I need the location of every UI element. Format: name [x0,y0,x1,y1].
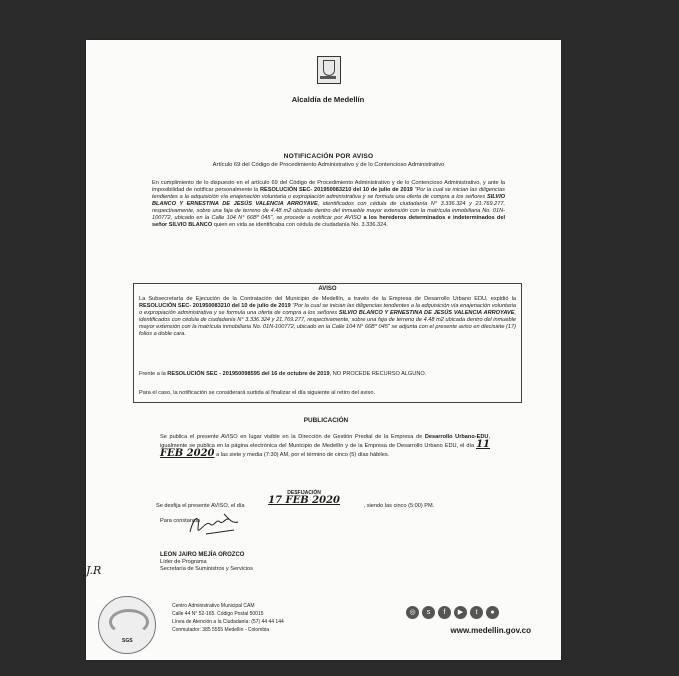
publicacion-text-2: , igualmente se publica en la página electrónica del Municipio de Medellín y de la Empresa de Desarrollo Urbano EDU, el día [160,434,490,449]
publicacion-text-3: a las siete y media (7:30) AM, por el término de cinco (5) días hábiles. [214,452,390,458]
reviewer-initials: J.R [86,564,102,577]
certification-seal-icon [98,596,156,654]
aviso-text-3: , identificados con cédula de ciudadanía N° 3.336.324 y 21.769.277, respectivamente, sobre una faja de terreno de 4.48 m2 ubicada dentro del inmueble mayor extensión con la matrícula inmobiliaria No. 01N-100772, ubicado en la Calle 104 N° 66B* 045" se adjunta con el presente aviso en diecisiete (17) folios a doble cara. [139,310,516,337]
social-icons [406,606,499,619]
desfijacion-stamp-label: DESFIJACIÓN [287,490,321,496]
signature-label: Para constancia [160,518,201,524]
signer-block [160,552,310,573]
document-page [86,40,561,660]
twitter-icon[interactable]: t [470,606,483,619]
aviso-paragraph-3: Para el caso, la notificación se considerará surtida al finalizar el día siguiente al retiro del aviso. [139,390,375,396]
aviso-box [133,283,522,403]
entity-name: Alcaldía de Medellín [291,95,365,104]
footer-line: Línea de Atención a la Ciudadanía: (57) 44 44 144 [172,619,284,625]
aviso-resolution: RESOLUCIÓN SEC- 201950083210 del 10 de julio de 2019 [139,303,291,309]
signer-name: LEON JAIRO MEJÍA OROZCO [160,552,245,558]
publicacion-paragraph [160,434,490,459]
aviso-resolution-2: RESOLUCIÓN SEC - 201950098595 del 16 de octubre de 2019 [167,371,330,377]
aviso-text-4: Frente a la [139,371,168,377]
intro-paragraph [152,180,505,229]
intro-heirs: a los herederos determinados e indeterminados del señor SILVIO BLANCO [152,215,506,228]
publicacion-date-stamp: 11 FEB 2020 [160,439,490,459]
publicacion-text-1: Se publica el presente AVISO en lugar visible en la Dirección de Gestión Predial de la Empresa de [160,434,425,440]
youtube-icon[interactable]: ▶ [454,606,467,619]
desfijacion-text-1: Se desfija el presente AVISO, el día [156,503,247,509]
aviso-title: AVISO [318,286,337,292]
document-subtitle: Artículo 69 del Código de Procedimiento Administrativo y de lo Contencioso Administrativo [212,162,445,168]
aviso-text-2: "Por la cual se inician las diligencias tendientes a la adquisición vía enajenación voluntaria o expropiación administrativa y se formula una oferta de compra a los señores [139,303,516,316]
publicacion-edu: Desarrollo Urbano-EDU [424,434,489,440]
footer-line: Calle 44 N° 52-165. Código Postal 50015 [172,611,264,617]
intro-resolution: RESOLUCIÓN SEC- 201950083210 del 10 de julio de 2019 [259,187,413,193]
seal-label: SGS [122,638,133,644]
publicacion-title: PUBLICACIÓN [303,417,349,424]
handwritten-signature [186,510,246,538]
coat-of-arms-icon [317,56,341,84]
intro-text-3: , identificados con cédula de ciudadanía N° 3.336.324 y 21.769.277, respectivamente, sobre una faja de terreno de 4.48 m2 ubicada dentro del inmueble mayor extensión con la matrícula inmobiliaria No. 01N-100772, ubicado en la Calle 104 N° 66B* 045", se procede a notificar por AVISO [152,201,505,221]
signer-unit: Secretaría de Suministros y Servicios [160,566,253,572]
intro-text-2: "Por la cual se inician las diligencias tendientes a la adquisición vía enajenación voluntaria o expropiación administrativa y se formula una oferta de compra a los señores [152,187,505,200]
footer-contact [172,602,352,634]
instagram-icon[interactable]: ◎ [406,606,419,619]
desfijacion-text-2: , siendo las cinco (5:00) PM. [363,503,435,509]
facebook-icon[interactable]: f [438,606,451,619]
intro-text-1: En cumplimiento de lo dispuesto en el artículo 69 del Código de Procedimiento Administrativo y de lo Contencioso Administrativo, y ante la imposibilidad de notificar personalmente la [152,180,505,193]
aviso-names: SILVIO BLANCO Y ERNESTINA DE JESÚS VALENCIA ARROYAVE [338,310,515,316]
desfijacion-stamp [246,490,362,506]
skype-icon[interactable]: s [422,606,435,619]
website-link[interactable]: www.medellin.gov.co [450,626,531,635]
desfijacion-date: 17 FEB 2020 [268,495,341,506]
document-title: NOTIFICACIÓN POR AVISO [283,153,374,160]
footer-line: Centro Administrativo Municipal CAM [172,603,255,609]
desfijacion-line [156,490,496,510]
camera-icon[interactable]: ● [486,606,499,619]
intro-names: SILVIO BLANCO Y ERNESTINA DE JESÚS VALENCIA ARROYAVE [152,194,505,207]
aviso-paragraph-1 [139,296,516,338]
aviso-text-1: La Subsecretaría de Ejecución de la Contratación del Municipio de Medellín, a través de la Empresa de Desarrollo Urbano EDU, expidió la [139,296,516,302]
aviso-paragraph-2 [139,371,516,378]
footer-line: Conmutador: 385 5555 Medellín - Colombia [172,627,269,633]
intro-text-4: quien en vida se identificaba con cédula de ciudadanía No. 3.336.324. [212,222,388,228]
aviso-text-5: , NO PROCEDE RECURSO ALGUNO. [329,371,427,377]
signer-role: Líder de Programa [160,559,207,565]
